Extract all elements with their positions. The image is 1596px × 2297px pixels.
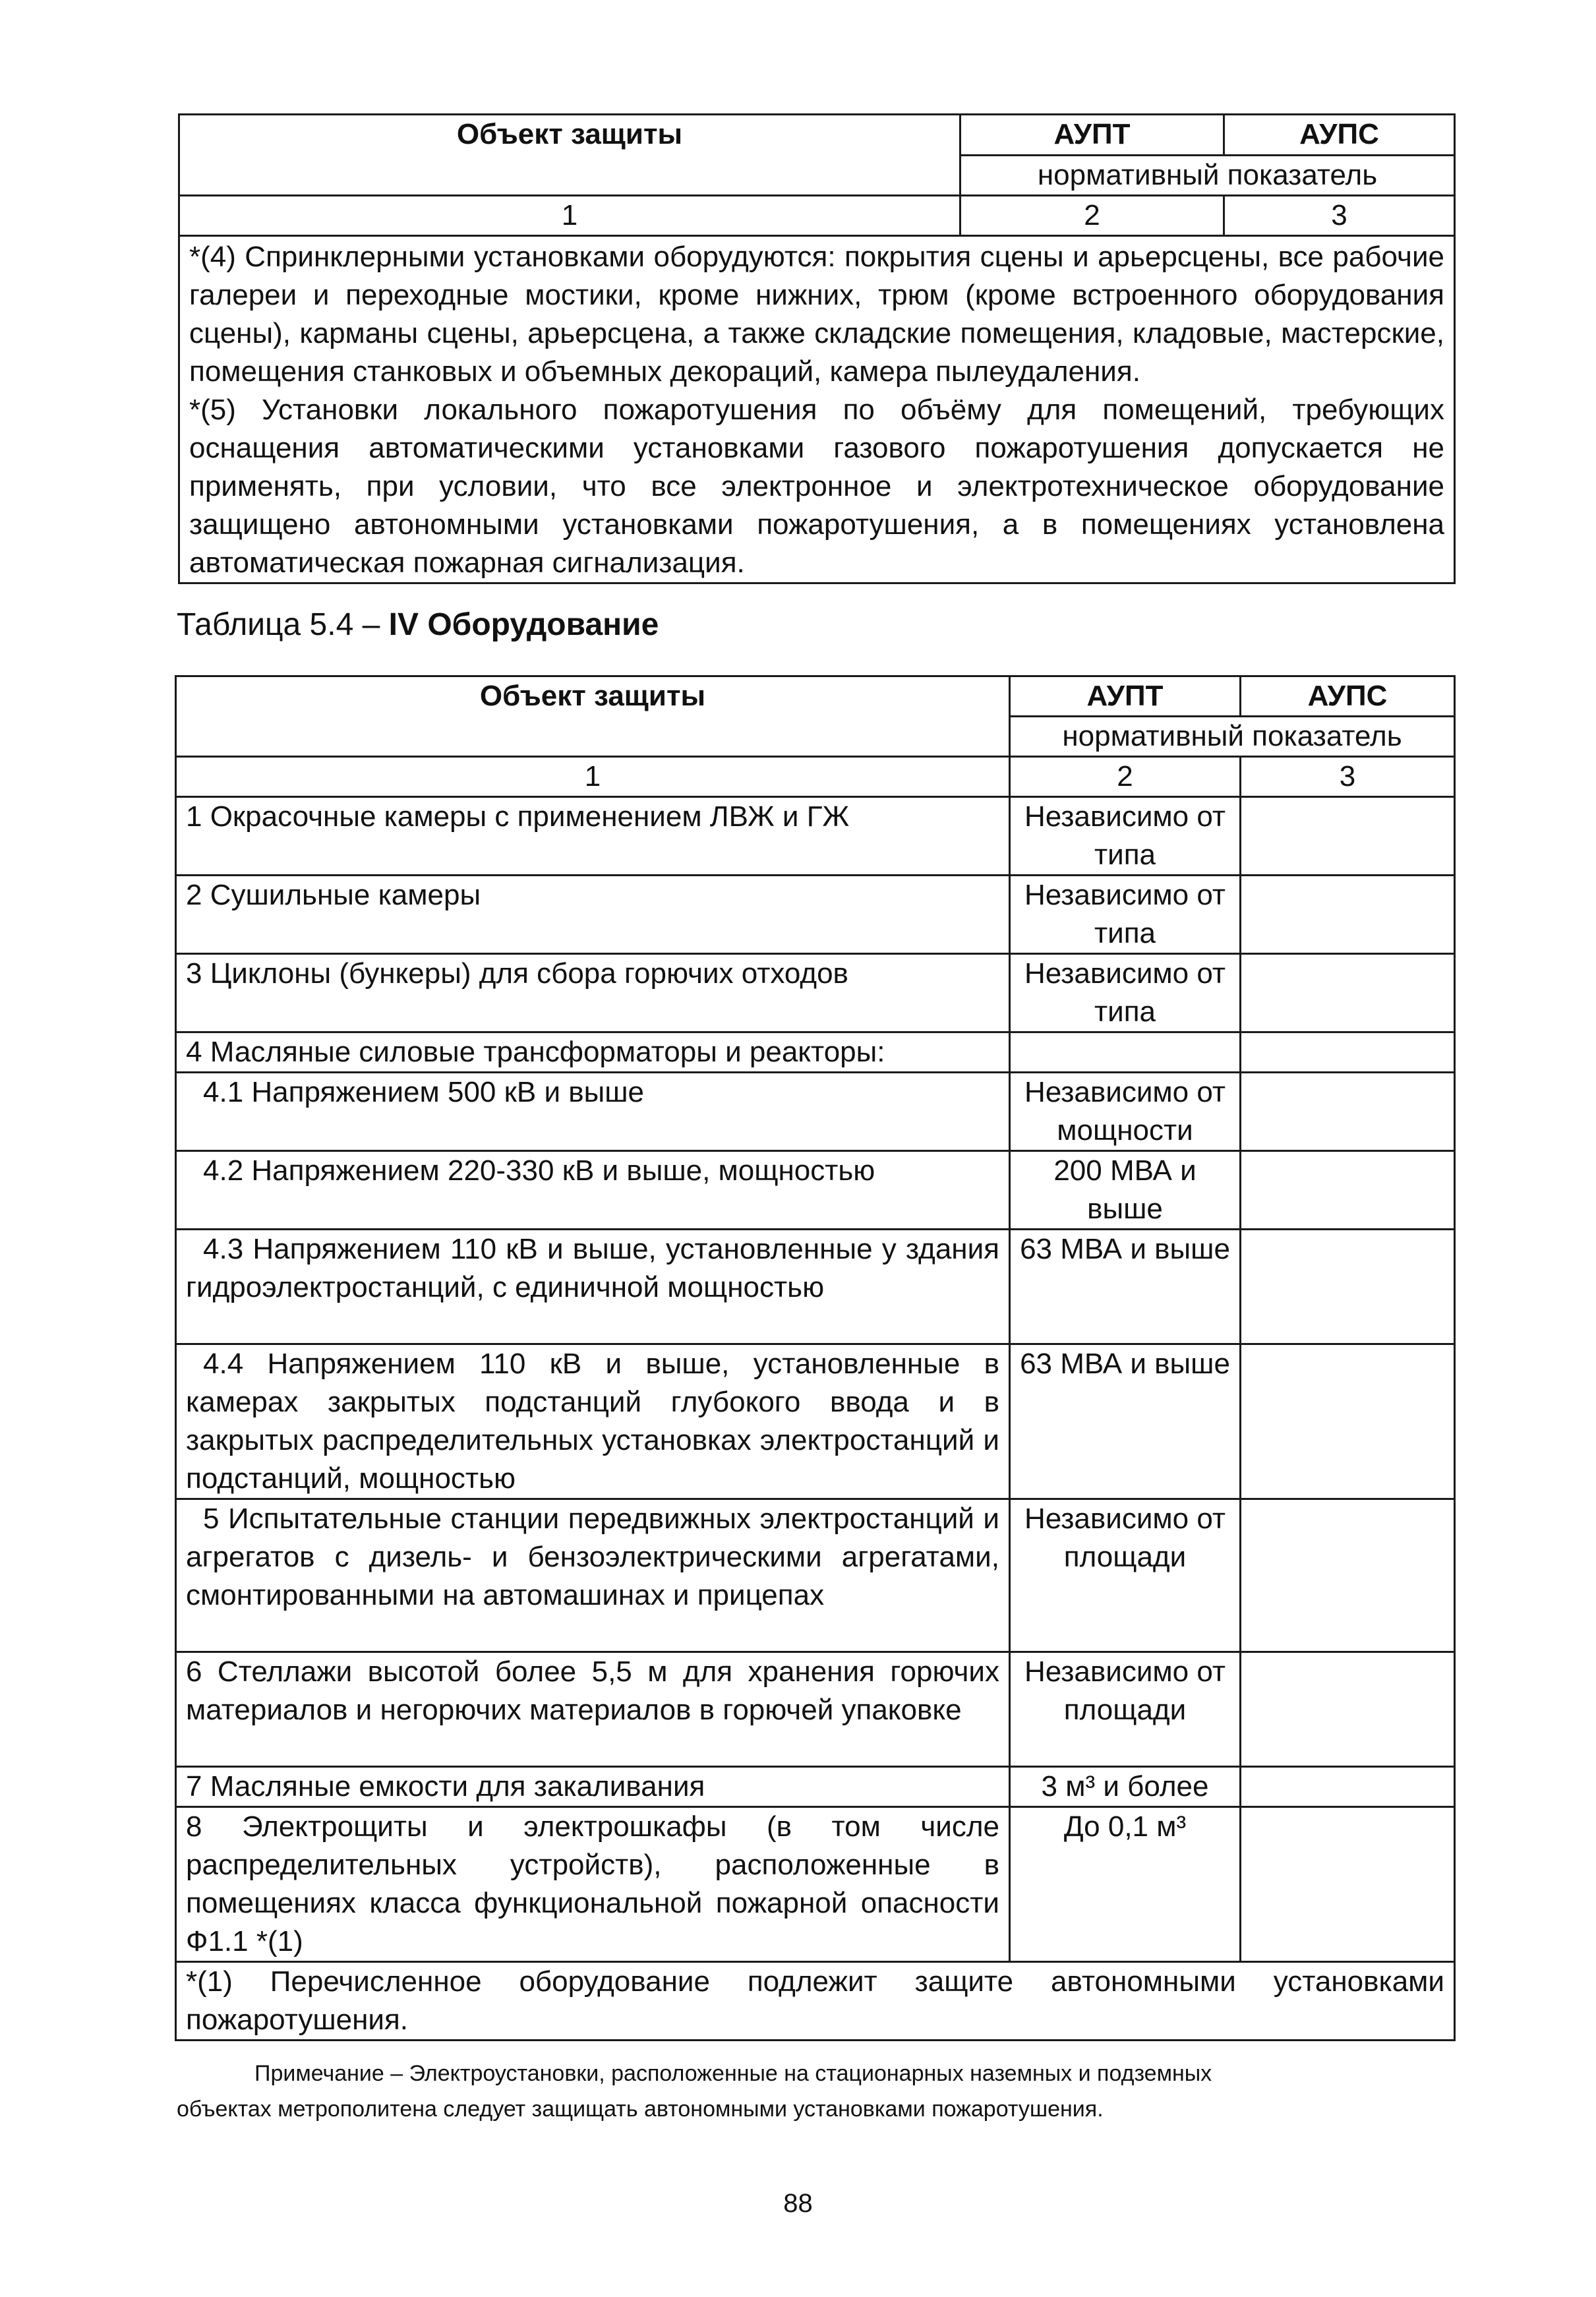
row-aups [1241, 1652, 1455, 1767]
row-object: 2 Сушильные камеры [176, 876, 1010, 954]
t1-header-object: Объект защиты [179, 115, 961, 196]
row-object: 8 Электрощиты и электрошкафы (в том числе распределительных устройств), расположенные в помещениях класса функциональной пожарной опасности Ф1.1 *(1) [176, 1807, 1010, 1962]
t2-footnote-1: *(1) Перечисленное оборудование подлежит защите автономными установками пожаротушения. [176, 1962, 1455, 2041]
table-caption [177, 605, 659, 645]
page-number: 88 [783, 2189, 813, 2218]
row-aups [1241, 1230, 1455, 1344]
row-object: 4.3 Напряжением 110 кВ и выше, установленные у здания гидроэлектростанций, с единичной мощностью [176, 1230, 1010, 1344]
table-row [176, 1807, 1455, 1962]
table-row [176, 954, 1455, 1032]
note-line-1: Примечание – Электроустановки, расположенные на стационарных наземных и подземных [254, 2061, 1212, 2086]
caption-title: IV Оборудование [388, 607, 659, 642]
row-aupt: Независимо от типа [1010, 876, 1241, 954]
row-aups [1241, 1073, 1455, 1151]
t2-header-object: Объект защиты [176, 676, 1010, 757]
note-line-2: объектах метрополитена следует защищать автономными установками пожаротушения. [177, 2097, 1104, 2122]
page-note [177, 2056, 1456, 2127]
table-row [176, 1032, 1455, 1073]
row-aupt: 63 МВА и выше [1010, 1344, 1241, 1499]
row-object: 4 Масляные силовые трансформаторы и реакторы: [176, 1032, 1010, 1073]
row-aupt: Независимо от типа [1010, 797, 1241, 876]
table-row [176, 1151, 1455, 1230]
row-aups [1241, 876, 1455, 954]
t1-colnum-1: 1 [179, 196, 961, 236]
row-aupt: Независимо от площади [1010, 1499, 1241, 1652]
t1-footnote-5: *(5) Установки локального пожаротушения по объёму для помещений, требующих оснащения автоматическими установками газового пожаротушения допускается не применять, при условии, что все электронное и электротехническое оборудование защищено автономными установками пожаротушения, а в помещениях установлена автоматическая пожарная сигнализация. [189, 394, 1444, 579]
t1-colnum-2: 2 [961, 196, 1224, 236]
row-aupt [1010, 1032, 1241, 1073]
t1-colnum-3: 3 [1224, 196, 1455, 236]
table-row [176, 1230, 1455, 1344]
row-aups [1241, 1807, 1455, 1962]
t1-header-aups: АУПС [1224, 115, 1455, 156]
table-equipment [175, 675, 1456, 2041]
t1-header-norm: нормативный показатель [961, 156, 1455, 196]
row-aupt: До 0,1 м³ [1010, 1807, 1241, 1962]
table-row [176, 1767, 1455, 1807]
t2-header-aupt: АУПТ [1010, 676, 1241, 717]
t1-header-aupt: АУПТ [961, 115, 1224, 156]
row-object: 4.2 Напряжением 220-330 кВ и выше, мощностью [176, 1151, 1010, 1230]
row-aupt: 200 МВА и выше [1010, 1151, 1241, 1230]
row-aupt: 3 м³ и более [1010, 1767, 1241, 1807]
row-object: 6 Стеллажи высотой более 5,5 м для хранения горючих материалов и негорючих материалов в горючей упаковке [176, 1652, 1010, 1767]
t1-footnote-4: *(4) Спринклерными установками оборудуются: покрытия сцены и арьерсцены, все рабочие галереи и переходные мостики, кроме нижних, трюм (кроме встроенного оборудования сцены), карманы сцены, арьерсцена, а также складские помещения, кладовые, мастерские, помещения станковых и объемных декораций, камера пылеудаления. [189, 241, 1444, 388]
row-aups [1241, 1767, 1455, 1807]
caption-prefix: Таблица 5.4 – [177, 607, 389, 642]
row-aupt: 63 МВА и выше [1010, 1230, 1241, 1344]
row-object: 4.1 Напряжением 500 кВ и выше [176, 1073, 1010, 1151]
row-aups [1241, 1344, 1455, 1499]
table-row [176, 1499, 1455, 1652]
row-aupt: Независимо от мощности [1010, 1073, 1241, 1151]
row-aupt: Независимо от площади [1010, 1652, 1241, 1767]
row-aups [1241, 1032, 1455, 1073]
row-object: 3 Циклоны (бункеры) для сбора горючих отходов [176, 954, 1010, 1032]
row-object: 7 Масляные емкости для закаливания [176, 1767, 1010, 1807]
t1-footnotes [179, 236, 1455, 583]
t2-colnum-2: 2 [1010, 757, 1241, 797]
row-object: 1 Окрасочные камеры с применением ЛВЖ и ГЖ [176, 797, 1010, 876]
row-aups [1241, 797, 1455, 876]
t2-colnum-1: 1 [176, 757, 1010, 797]
row-aups [1241, 954, 1455, 1032]
row-aups [1241, 1499, 1455, 1652]
table-row [176, 1652, 1455, 1767]
row-object: 4.4 Напряжением 110 кВ и выше, установленные в камерах закрытых подстанций глубокого ввода и в закрытых распределительных установках электростанций и подстанций, мощностью [176, 1344, 1010, 1499]
table-continuation [178, 113, 1456, 584]
table-row [176, 1073, 1455, 1151]
t2-header-norm: нормативный показатель [1010, 717, 1455, 757]
t2-colnum-3: 3 [1241, 757, 1455, 797]
table-row [176, 876, 1455, 954]
row-aups [1241, 1151, 1455, 1230]
row-object: 5 Испытательные станции передвижных электростанций и агрегатов с дизель- и бензоэлектрическими агрегатами, смонтированными на автомашинах и прицепах [176, 1499, 1010, 1652]
table-row [176, 797, 1455, 876]
table-row [176, 1344, 1455, 1499]
t2-header-aups: АУПС [1241, 676, 1455, 717]
row-aupt: Независимо от типа [1010, 954, 1241, 1032]
